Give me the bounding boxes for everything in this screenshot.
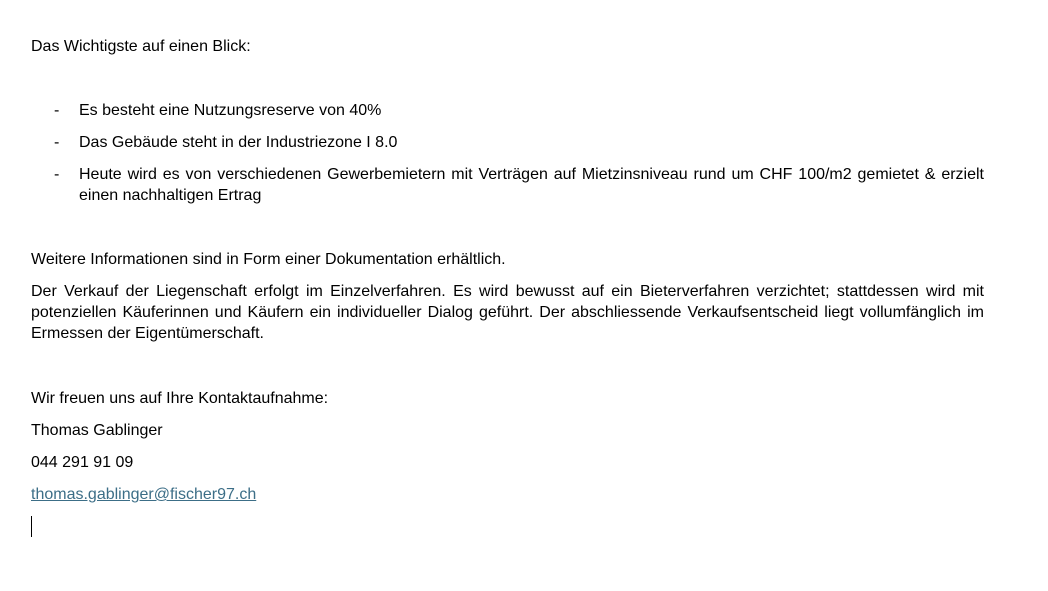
bullet-text: Heute wird es von verschiedenen Gewerbemietern mit Verträgen auf Mietzinsniveau rund um CHF 100/m2 gemietet & erzielt einen nachhaltigen Ertrag [79,166,984,204]
bullet-marker: - [54,134,60,151]
bullet-text: Das Gebäude steht in der Industriezone I 8.0 [79,134,398,151]
contact-phone: 044 291 91 09 [31,454,134,471]
bullet-marker: - [54,166,60,183]
info-line: Weitere Informationen sind in Form einer Dokumentation erhältlich. [31,251,506,268]
contact-intro: Wir freuen uns auf Ihre Kontaktaufnahme: [31,390,329,407]
intro-heading: Das Wichtigste auf einen Blick: [31,38,251,55]
contact-email-line [31,484,984,505]
contact-email-link[interactable]: thomas.gablinger@fischer97.ch [31,486,257,503]
contact-name: Thomas Gablinger [31,422,163,439]
text-cursor [31,516,32,537]
bullet-text: Es besteht eine Nutzungsreserve von 40% [79,102,382,119]
bullet-marker: - [54,102,60,119]
sale-paragraph: Der Verkauf der Liegenschaft erfolgt im Einzelverfahren. Es wird bewusst auf ein Bieterverfahren verzichtet; stattdessen wird mit potenziellen Käuferinnen und Käufern ein individueller Dialog geführt. Der abschliessende Verkaufsentscheid liegt vollumfänglich im Ermessen der Eigentümerschaft. [31,283,984,342]
